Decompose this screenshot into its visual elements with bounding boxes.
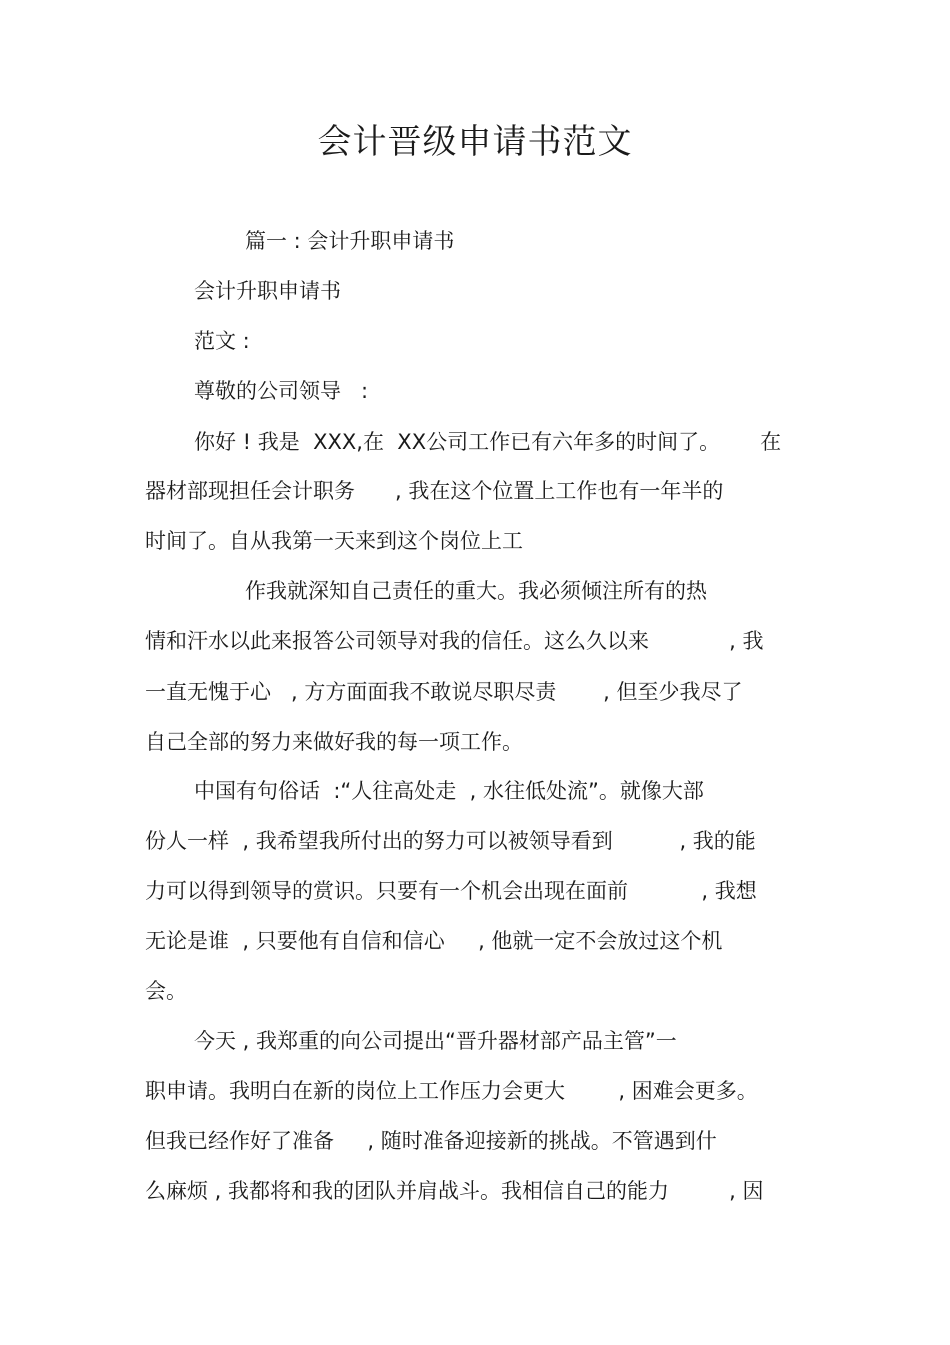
body-line: 今天 , 我郑重的向公司提出“晋升器材部产品主管”一 xyxy=(194,1029,677,1053)
sample-label: 范文 : xyxy=(194,329,250,353)
body-line: 作我就深知自己责任的重大。我必须倾注所有的热 xyxy=(245,579,707,603)
salutation: 尊敬的公司领导 : xyxy=(194,379,369,403)
subtitle-line: 会计升职申请书 xyxy=(194,279,341,303)
body-line: 么麻烦 , 我都将和我的团队并肩战斗。我相信自己的能力 , 因 xyxy=(145,1179,764,1203)
body-line: 一直无愧于心 , 方方面面我不敢说尽职尽责 , 但至少我尽了 xyxy=(145,680,743,704)
body-line: 你好 ! 我是 XXX,在 XX公司工作已有六年多的时间了。 在 xyxy=(194,430,782,454)
body-line: 无论是谁 , 只要他有自信和信心 , 他就一定不会放过这个机 xyxy=(145,929,723,953)
body-line: 时间了。自从我第一天来到这个岗位上工 xyxy=(145,529,523,553)
document-title: 会计晋级申请书范文 xyxy=(317,122,633,162)
body-line: 情和汗水以此来报答公司领导对我的信任。这么久以来 , 我 xyxy=(145,629,764,653)
body-line: 力可以得到领导的赏识。只要有一个机会出现在面前 , 我想 xyxy=(145,879,757,903)
body-line: 自己全部的努力来做好我的每一项工作。 xyxy=(145,730,523,754)
body-line: 中国有句俗话 :“人往高处走 , 水往低处流”。就像大部 xyxy=(194,779,704,803)
body-line: 职申请。我明白在新的岗位上工作压力会更大 , 困难会更多。 xyxy=(145,1079,758,1103)
section-heading: 篇一 : 会计升职申请书 xyxy=(245,229,455,253)
body-line: 份人一样 , 我希望我所付出的努力可以被领导看到 , 我的能 xyxy=(145,829,756,853)
body-line: 会。 xyxy=(145,979,187,1003)
body-line: 器材部现担任会计职务 , 我在这个位置上工作也有一年半的 xyxy=(145,479,724,503)
body-line: 但我已经作好了准备 , 随时准备迎接新的挑战。不管遇到什 xyxy=(145,1129,717,1153)
